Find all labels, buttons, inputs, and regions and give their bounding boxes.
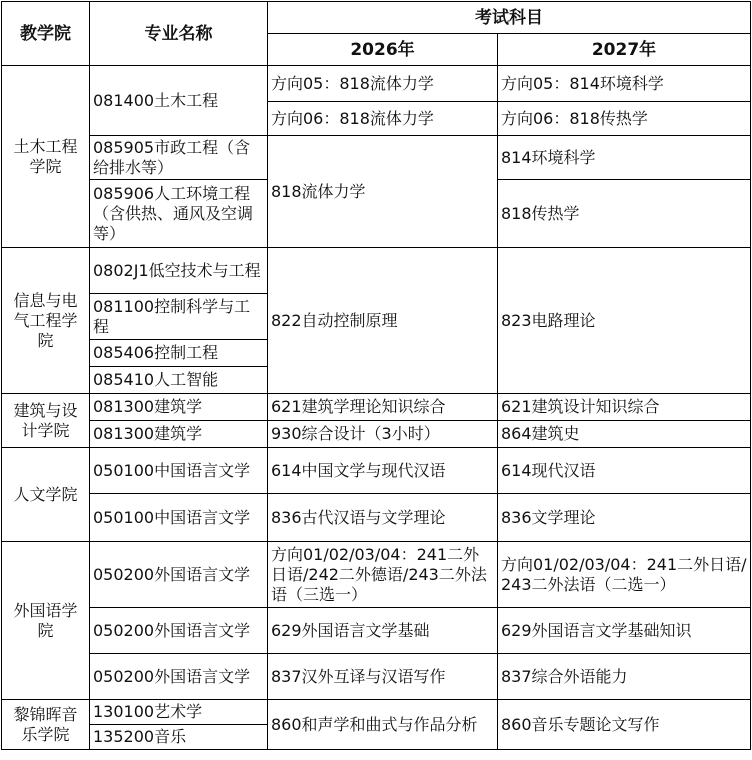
subject-2027-cell: 方向05：814环境科学: [498, 66, 751, 102]
table-row: [2, 136, 751, 158]
subject-2027-cell: 629外国语言文学基础知识: [498, 608, 751, 654]
subject-2027-cell: 814环境科学: [498, 136, 751, 180]
table-row: [2, 608, 751, 654]
header-major: 专业名称: [90, 2, 268, 66]
college-cell: 黎锦晖音乐学院: [2, 700, 90, 750]
subject-2026-cell: 930综合设计（3小时）: [268, 421, 498, 448]
subject-2027-cell: 614现代汉语: [498, 448, 751, 494]
major-cell: 050200外国语言文学: [90, 608, 268, 654]
subject-2026-cell: 614中国文学与现代汉语: [268, 448, 498, 494]
table-row: [2, 700, 751, 725]
major-cell: 085406控制工程: [90, 340, 268, 367]
major-cell: 081300建筑学: [90, 394, 268, 421]
header-row-1: [2, 2, 751, 34]
subject-2026-cell: 818流体力学: [268, 136, 498, 248]
subject-2027-cell: 方向06：818传热学: [498, 102, 751, 136]
subject-2027-cell: 864建筑史: [498, 421, 751, 448]
major-cell: 050200外国语言文学: [90, 542, 268, 608]
subject-2027-cell: 818传热学: [498, 180, 751, 248]
major-cell: 081400土木工程: [90, 66, 268, 136]
college-cell: 土木工程学院: [2, 66, 90, 248]
table-row: [2, 421, 751, 448]
major-cell: 081300建筑学: [90, 421, 268, 448]
table-row: [2, 248, 751, 294]
major-cell: 130100艺术学: [90, 700, 268, 725]
major-cell: 050200外国语言文学: [90, 654, 268, 700]
subject-2026-cell: 629外国语言文学基础: [268, 608, 498, 654]
table-row: [2, 494, 751, 542]
header-2027: 2027年: [498, 34, 751, 66]
major-cell: 085905市政工程（含给排水等）: [90, 136, 268, 180]
college-cell: 信息与电气工程学院: [2, 248, 90, 394]
header-2026: 2026年: [268, 34, 498, 66]
subject-2027-cell: 836文学理论: [498, 494, 751, 542]
college-cell: 人文学院: [2, 448, 90, 542]
major-cell: 0802J1低空技术与工程: [90, 248, 268, 294]
college-cell: 外国语学院: [2, 542, 90, 700]
college-cell: 建筑与设计学院: [2, 394, 90, 448]
table-row: [2, 654, 751, 700]
subject-2026-cell: 822自动控制原理: [268, 248, 498, 394]
subject-2026-cell: 837汉外互译与汉语写作: [268, 654, 498, 700]
major-cell: 050100中国语言文学: [90, 448, 268, 494]
subject-2027-cell: 837综合外语能力: [498, 654, 751, 700]
table-row: [2, 542, 751, 608]
table-row: [2, 448, 751, 494]
major-cell: 085410人工智能: [90, 367, 268, 394]
table-row: [2, 394, 751, 421]
subject-2027-cell: 方向01/02/03/04：241二外日语/243二外法语（二选一）: [498, 542, 751, 608]
subject-2026-cell: 860和声学和曲式与作品分析: [268, 700, 498, 750]
major-cell: 135200音乐: [90, 725, 268, 750]
header-college: 教学院: [2, 2, 90, 66]
major-cell: 085906人工环境工程（含供热、通风及空调等）: [90, 180, 268, 248]
table-row: [2, 66, 751, 102]
subject-2026-cell: 621建筑学理论知识综合: [268, 394, 498, 421]
subject-2026-cell: 方向06：818流体力学: [268, 102, 498, 136]
subject-2026-cell: 836古代汉语与文学理论: [268, 494, 498, 542]
exam-subjects-table: [1, 1, 751, 750]
major-cell: 081100控制科学与工程: [90, 294, 268, 340]
subject-2027-cell: 823电路理论: [498, 248, 751, 394]
subject-2026-cell: 方向01/02/03/04：241二外日语/242二外德语/243二外法语（三选一）: [268, 542, 498, 608]
header-subjects: 考试科目: [268, 2, 751, 34]
major-cell: 050100中国语言文学: [90, 494, 268, 542]
subject-2027-cell: 860音乐专题论文写作: [498, 700, 751, 750]
subject-2027-cell: 621建筑设计知识综合: [498, 394, 751, 421]
subject-2026-cell: 方向05：818流体力学: [268, 66, 498, 102]
